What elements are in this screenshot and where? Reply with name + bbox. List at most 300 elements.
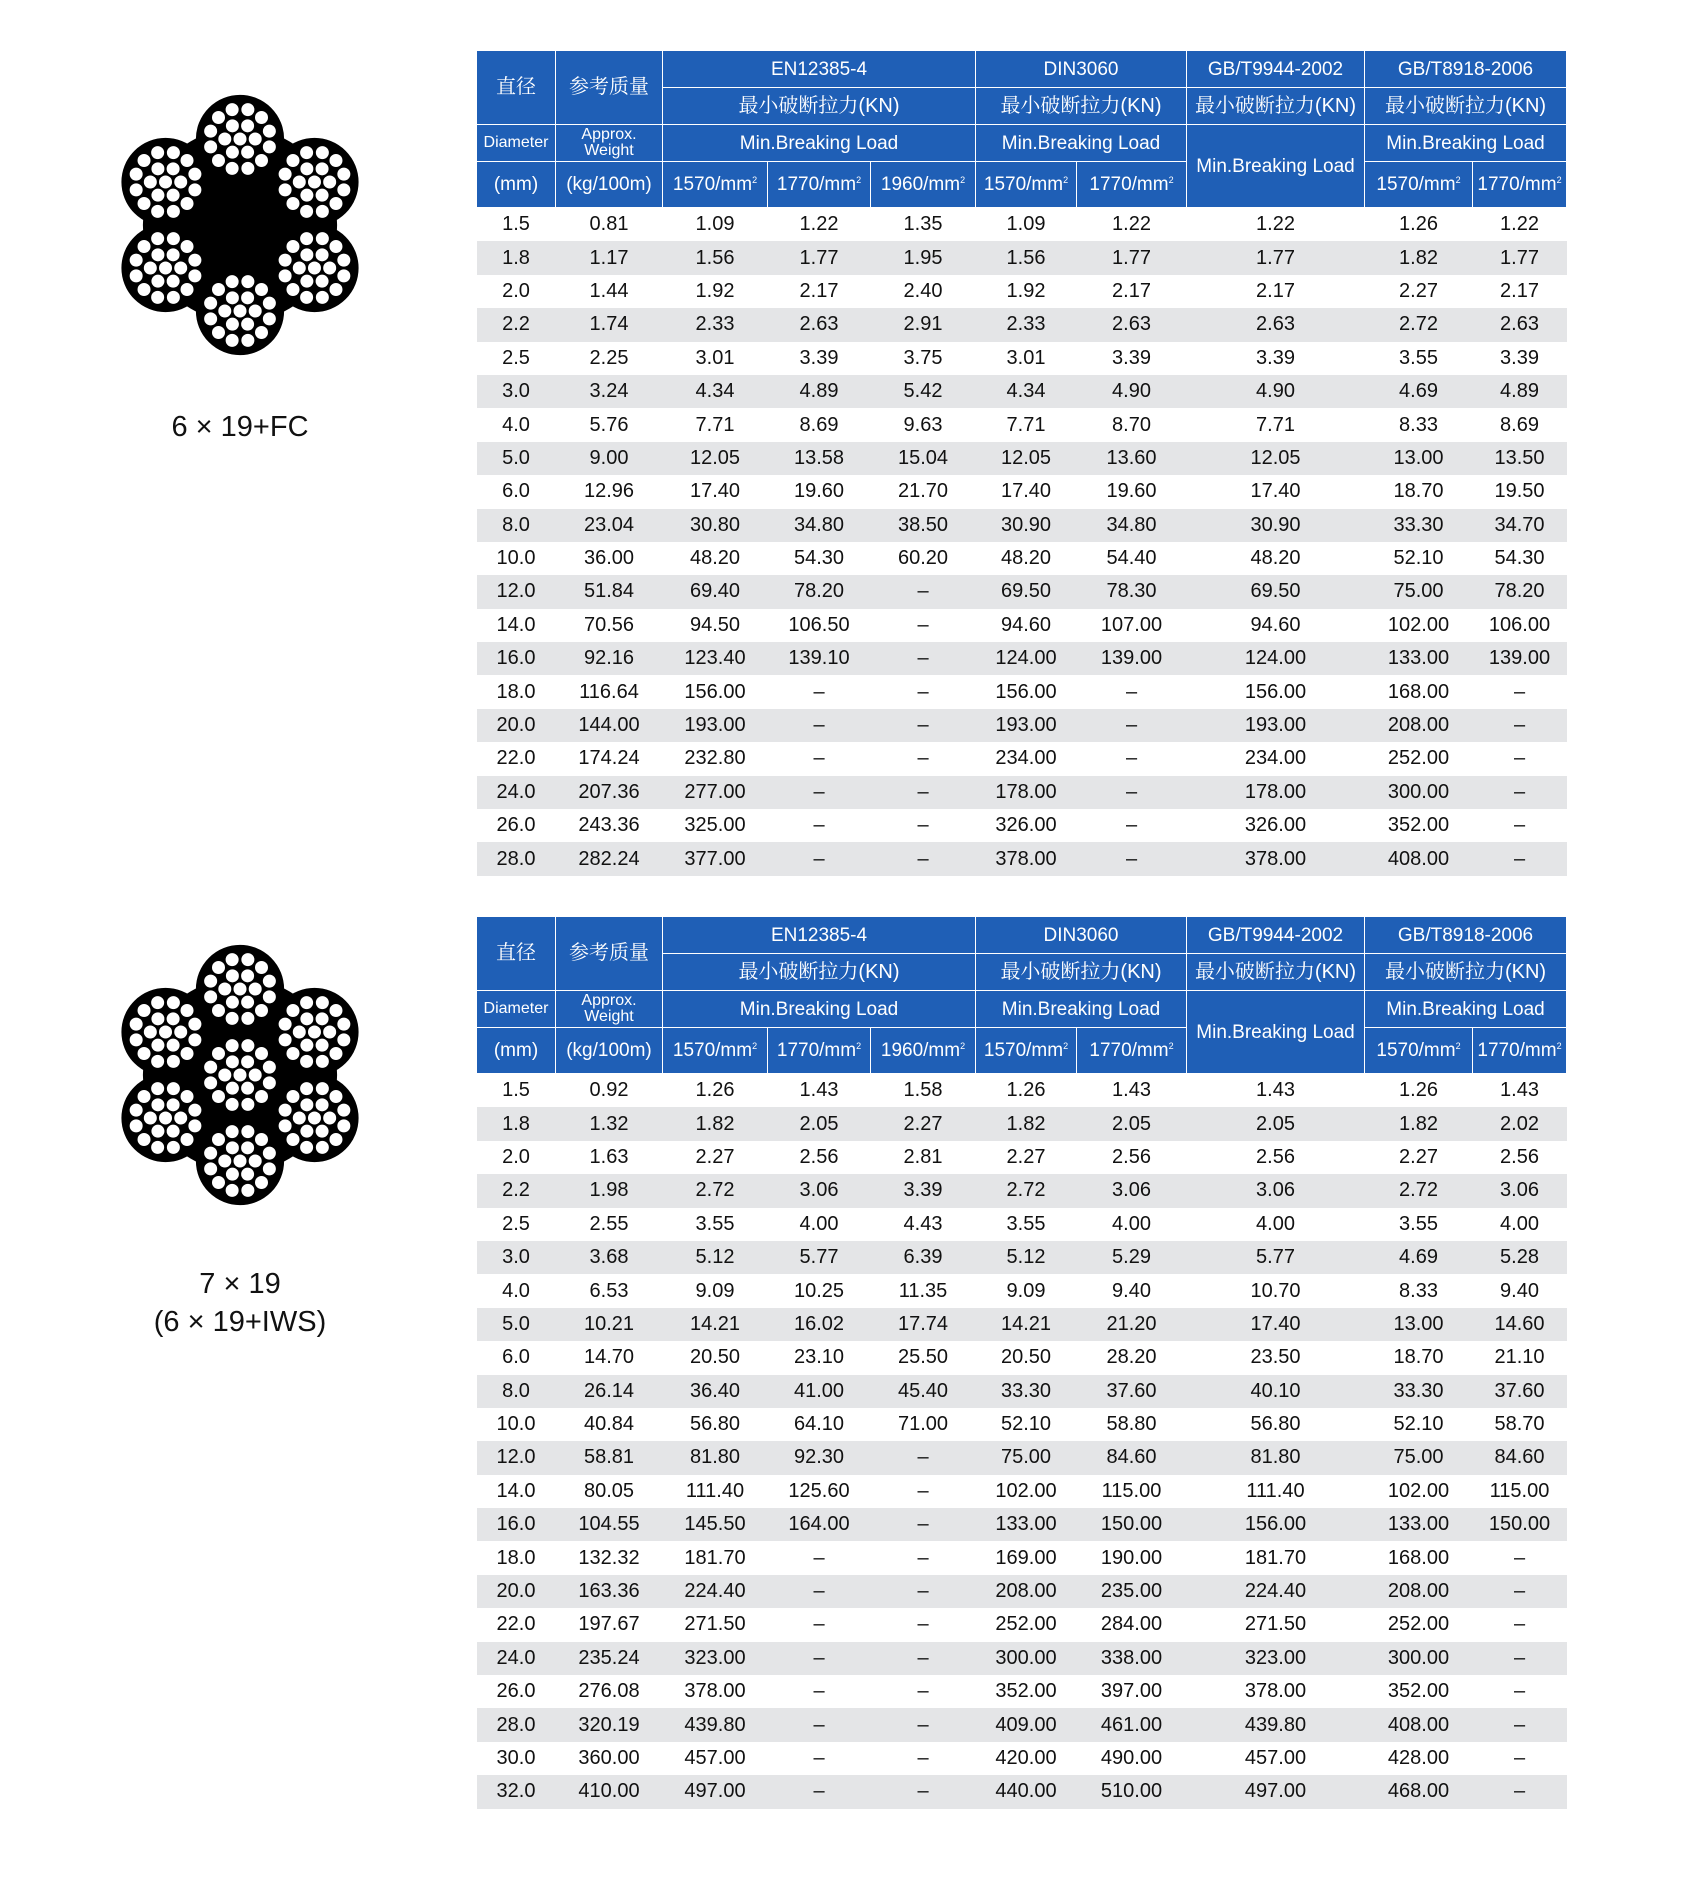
table-cell: 38.50 [871,509,976,542]
table-cell: 115.00 [1473,1475,1567,1508]
table-cell: 14.0 [477,609,556,642]
table-cell: 235.24 [556,1642,663,1675]
table-cell: 1.5 [477,1074,556,1108]
table-cell: 36.00 [556,542,663,575]
table-cell: 26.0 [477,809,556,842]
table-cell: 497.00 [1187,1775,1365,1808]
rope-caption-2-line1: 7 × 19 [199,1268,281,1300]
table-cell: – [768,675,871,708]
header-unit-mm: (mm) [477,1028,556,1074]
table-cell: – [871,1775,976,1808]
table-cell: 2.05 [1187,1107,1365,1140]
table-cell: 14.70 [556,1341,663,1374]
table-cell: 378.00 [663,1675,768,1708]
table-cell: 9.40 [1473,1274,1567,1307]
table-cell: 5.42 [871,375,976,408]
table-cell: 20.50 [663,1341,768,1374]
table-cell: 104.55 [556,1508,663,1541]
table-cell: 3.75 [871,342,976,375]
table-cell: 1.98 [556,1174,663,1207]
table-cell: 510.00 [1077,1775,1187,1808]
table-cell: 2.33 [663,308,768,341]
table-cell: 1.77 [1473,241,1567,274]
table-row [477,1575,1567,1608]
table-cell: 2.63 [768,308,871,341]
table-cell: 3.0 [477,375,556,408]
table-row [477,1642,1567,1675]
header-min-breaking-en: Min.Breaking Load [1187,125,1365,208]
table-cell: 397.00 [1077,1675,1187,1708]
table-cell: – [871,709,976,742]
table-cell: 102.00 [976,1475,1077,1508]
table-cell: 1.43 [1077,1074,1187,1108]
table-cell: 23.04 [556,509,663,542]
table-cell: 20.50 [976,1341,1077,1374]
table-cell: – [1077,742,1187,775]
table-row [477,542,1567,575]
table-cell: 14.0 [477,1475,556,1508]
table-cell: – [768,1775,871,1808]
table-cell: 3.55 [663,1208,768,1241]
table-cell: – [871,1441,976,1474]
table-cell: 252.00 [1365,742,1473,775]
table-cell: 70.56 [556,609,663,642]
header-std-din3060: DIN3060 [976,51,1187,88]
table-cell: 1.32 [556,1107,663,1140]
table-cell: 1.09 [663,208,768,242]
table-cell: 18.70 [1365,475,1473,508]
table-cell: 52.10 [976,1408,1077,1441]
table-cell: 428.00 [1365,1742,1473,1775]
header-min-breaking-en: Min.Breaking Load [1365,125,1567,162]
table-cell: 24.0 [477,776,556,809]
table-cell: 4.0 [477,1274,556,1307]
table-cell: 28.0 [477,1708,556,1741]
table-cell: 81.80 [1187,1441,1365,1474]
table-cell: 58.80 [1077,1408,1187,1441]
table-cell: 10.70 [1187,1274,1365,1307]
table-cell: 252.00 [1365,1608,1473,1641]
table-cell: 2.27 [976,1141,1077,1174]
table-cell: 1.22 [1077,208,1187,242]
table-cell: – [1473,842,1567,875]
table-cell: 132.32 [556,1541,663,1574]
rope-figure-2 [105,935,375,1341]
table-cell: 2.27 [1365,275,1473,308]
table-cell: 7.71 [1187,408,1365,441]
table-cell: 457.00 [663,1742,768,1775]
table-cell: – [1473,1642,1567,1675]
table-cell: 5.0 [477,1308,556,1341]
table-row [477,776,1567,809]
table-cell: 106.00 [1473,609,1567,642]
table-cell: – [1473,1575,1567,1608]
table-cell: 1.82 [1365,241,1473,274]
table-cell: 377.00 [663,842,768,875]
table-cell: 2.40 [871,275,976,308]
table-cell: 33.30 [1365,509,1473,542]
table-cell: 144.00 [556,709,663,742]
header-min-breaking-en: Min.Breaking Load [1365,991,1567,1028]
table-cell: 54.30 [768,542,871,575]
table-cell: 6.53 [556,1274,663,1307]
table-row [477,1375,1567,1408]
table-cell: 1.82 [663,1107,768,1140]
table-cell: 338.00 [1077,1642,1187,1675]
table-cell: 37.60 [1473,1375,1567,1408]
header-std-gb9944: GB/T9944-2002 [1187,917,1365,954]
table-cell: 56.80 [663,1408,768,1441]
spec-table-1 [476,50,1567,876]
table-cell: 19.60 [768,475,871,508]
table-cell: 378.00 [976,842,1077,875]
table-cell: 1.63 [556,1141,663,1174]
rope-figure-1 [105,90,375,446]
table-cell: 235.00 [1077,1575,1187,1608]
table-cell: 5.77 [768,1241,871,1274]
table-cell: 193.00 [663,709,768,742]
table-row [477,1475,1567,1508]
table-cell: 19.60 [1077,475,1187,508]
table-cell: – [768,1742,871,1775]
table-cell: 2.5 [477,342,556,375]
table-cell: 69.40 [663,575,768,608]
table-cell: – [1473,742,1567,775]
table-cell: – [871,742,976,775]
table-cell: 25.50 [871,1341,976,1374]
table-cell: – [871,1508,976,1541]
table-cell: 11.35 [871,1274,976,1307]
header-min-breaking-en: Min.Breaking Load [663,125,976,162]
table-cell: 58.70 [1473,1408,1567,1441]
table-cell: 94.50 [663,609,768,642]
header-std-din3060: DIN3060 [976,917,1187,954]
table-cell: 2.63 [1473,308,1567,341]
table-cell: 325.00 [663,809,768,842]
table-cell: 3.55 [976,1208,1077,1241]
header-std-gb9944: GB/T9944-2002 [1187,51,1365,88]
table-cell: 2.0 [477,1141,556,1174]
table-cell: 2.0 [477,275,556,308]
table-cell: 124.00 [1187,642,1365,675]
table-cell: 2.05 [1077,1107,1187,1140]
table-cell: 145.50 [663,1508,768,1541]
table-cell: 6.0 [477,1341,556,1374]
table-cell: 8.0 [477,1375,556,1408]
table-row [477,475,1567,508]
table-cell: 284.00 [1077,1608,1187,1641]
table-cell: 19.50 [1473,475,1567,508]
table-cell: 156.00 [976,675,1077,708]
table-cell: 106.50 [768,609,871,642]
header-grade-1770: $1770/mm^2$ [768,162,871,208]
table-cell: 169.00 [976,1541,1077,1574]
table-cell: – [1473,809,1567,842]
table-cell: 234.00 [1187,742,1365,775]
table-cell: 78.20 [768,575,871,608]
header-min-breaking-cn: 最小破断拉力(KN) [663,954,976,991]
table-cell: 52.10 [1365,542,1473,575]
table-cell: 18.70 [1365,1341,1473,1374]
table-cell: 102.00 [1365,609,1473,642]
table-cell: 1.22 [768,208,871,242]
table-cell: 378.00 [1187,842,1365,875]
table-cell: 232.80 [663,742,768,775]
table-cell: 1.43 [768,1074,871,1108]
table-row [477,408,1567,441]
table-cell: 1.09 [976,208,1077,242]
table-cell: 3.01 [976,342,1077,375]
header-grade-1960: $1960/mm^2$ [871,1028,976,1074]
table-cell: 156.00 [1187,1508,1365,1541]
table-cell: – [871,1675,976,1708]
table-cell: 33.30 [1365,1375,1473,1408]
table-cell: 1.35 [871,208,976,242]
table-cell: 14.21 [976,1308,1077,1341]
table-cell: 22.0 [477,742,556,775]
table-cell: 4.34 [976,375,1077,408]
table-cell: 1.74 [556,308,663,341]
table-cell: 133.00 [1365,1508,1473,1541]
table-cell: 21.20 [1077,1308,1187,1341]
table-cell: 26.14 [556,1375,663,1408]
table-cell: 81.80 [663,1441,768,1474]
table-cell: 1.56 [976,241,1077,274]
table-cell: 208.00 [1365,709,1473,742]
table-cell: 1.26 [663,1074,768,1108]
table-cell: 3.39 [768,342,871,375]
table-cell: 123.40 [663,642,768,675]
table-cell: – [768,776,871,809]
table-cell: 2.63 [1077,308,1187,341]
table-cell: 300.00 [1365,1642,1473,1675]
table-cell: 75.00 [1365,1441,1473,1474]
table-cell: 9.40 [1077,1274,1187,1307]
table-cell: 300.00 [1365,776,1473,809]
table-cell: 14.60 [1473,1308,1567,1341]
table-row [477,1141,1567,1174]
rope-caption-2-line2: (6 × 19+IWS) [153,1306,327,1338]
table-cell: 490.00 [1077,1742,1187,1775]
header-grade-1770: $1770/mm^2$ [1473,162,1567,208]
table-cell: 78.30 [1077,575,1187,608]
table-cell: 164.00 [768,1508,871,1541]
header-grade-1570: $1570/mm^2$ [1365,1028,1473,1074]
table-cell: 84.60 [1473,1441,1567,1474]
table-cell: 1.82 [1365,1107,1473,1140]
rope-caption-1: 6 × 19+FC [171,411,309,443]
table-cell: 13.00 [1365,1308,1473,1341]
table-cell: 1.22 [1187,208,1365,242]
table-cell: 2.17 [1187,275,1365,308]
table-cell: 7.71 [663,408,768,441]
table-row [477,509,1567,542]
table-cell: 3.68 [556,1241,663,1274]
table-cell: 2.17 [1077,275,1187,308]
table-row [477,1308,1567,1341]
table-cell: 94.60 [976,609,1077,642]
spec-table-2 [476,916,1567,1809]
table-cell: 133.00 [976,1508,1077,1541]
table-cell: – [871,1742,976,1775]
table-row [477,1208,1567,1241]
table-cell: – [768,1575,871,1608]
table-cell: – [871,776,976,809]
table-cell: 1.43 [1187,1074,1365,1108]
table-cell: – [871,1575,976,1608]
table-cell: 78.20 [1473,575,1567,608]
table-cell: 1.17 [556,241,663,274]
table-cell: – [871,1475,976,1508]
table-cell: 3.0 [477,1241,556,1274]
table-cell: 139.00 [1473,642,1567,675]
table-row [477,1775,1567,1808]
table-cell: 3.24 [556,375,663,408]
table-cell: 4.43 [871,1208,976,1241]
table-cell: 2.27 [1365,1141,1473,1174]
table-cell: 9.09 [976,1274,1077,1307]
table-cell: 30.0 [477,1742,556,1775]
table-cell: 15.04 [871,442,976,475]
table-cell: 92.16 [556,642,663,675]
table-row [477,208,1567,242]
table-cell: 1.92 [663,275,768,308]
table-row [477,1174,1567,1207]
header-grade-1570: $1570/mm^2$ [976,1028,1077,1074]
table-cell: 20.0 [477,1575,556,1608]
table-row [477,1708,1567,1741]
table-cell: – [1077,709,1187,742]
table-cell: 3.06 [1077,1174,1187,1207]
table-cell: 271.50 [1187,1608,1365,1641]
table-cell: 378.00 [1187,1675,1365,1708]
table-cell: 323.00 [663,1642,768,1675]
table-cell: 224.40 [663,1575,768,1608]
table-cell: 22.0 [477,1608,556,1641]
header-std-en12385: EN12385-4 [663,917,976,954]
header-unit-mm: (mm) [477,162,556,208]
table-cell: 10.25 [768,1274,871,1307]
header-weight-en: Approx. Weight [556,991,663,1028]
table-cell: 439.80 [663,1708,768,1741]
table-cell: 1.92 [976,275,1077,308]
header-min-breaking-cn: 最小破断拉力(KN) [1365,88,1567,125]
table-cell: – [871,842,976,875]
table-cell: 48.20 [1187,542,1365,575]
table-cell: 234.00 [976,742,1077,775]
table-cell: 92.30 [768,1441,871,1474]
table-cell: – [1077,675,1187,708]
table-cell: 197.67 [556,1608,663,1641]
table-cell: 1.26 [1365,208,1473,242]
table-cell: 410.00 [556,1775,663,1808]
table-cell: 10.0 [477,542,556,575]
table-row [477,642,1567,675]
header-std-gb8918: GB/T8918-2006 [1365,51,1567,88]
table-cell: 12.05 [1187,442,1365,475]
table-cell: 30.80 [663,509,768,542]
table-cell: 40.10 [1187,1375,1365,1408]
table-cell: 54.30 [1473,542,1567,575]
table-cell: 193.00 [976,709,1077,742]
table-cell: – [871,1608,976,1641]
table-cell: – [1473,1742,1567,1775]
table-cell: – [871,609,976,642]
table-cell: 12.0 [477,575,556,608]
table-cell: 2.55 [556,1208,663,1241]
table-cell: 2.17 [1473,275,1567,308]
table-cell: – [1473,1775,1567,1808]
table-cell: – [1473,675,1567,708]
table-cell: 34.80 [768,509,871,542]
table-row [477,1341,1567,1374]
table-cell: 10.0 [477,1408,556,1441]
table-cell: 4.69 [1365,375,1473,408]
table-cell: 440.00 [976,1775,1077,1808]
table-cell: 2.56 [1473,1141,1567,1174]
table-cell: 178.00 [1187,776,1365,809]
table-cell: 2.05 [768,1107,871,1140]
table-cell: 8.69 [768,408,871,441]
table-cell: 1.77 [768,241,871,274]
table-cell: 323.00 [1187,1642,1365,1675]
table-cell: 139.00 [1077,642,1187,675]
table-cell: 300.00 [976,1642,1077,1675]
table-cell: 30.90 [1187,509,1365,542]
table-cell: – [768,742,871,775]
header-min-breaking-en: Min.Breaking Load [976,125,1187,162]
table-cell: 52.10 [1365,1408,1473,1441]
table-cell: 468.00 [1365,1775,1473,1808]
header-grade-1570: $1570/mm^2$ [976,162,1077,208]
table-cell: – [768,1642,871,1675]
table-cell: 3.06 [1187,1174,1365,1207]
table-cell: 21.10 [1473,1341,1567,1374]
table-cell: 1.8 [477,1107,556,1140]
table-cell: 5.28 [1473,1241,1567,1274]
table-cell: 277.00 [663,776,768,809]
table-cell: 150.00 [1473,1508,1567,1541]
header-min-breaking-cn: 最小破断拉力(KN) [663,88,976,125]
table-cell: 75.00 [1365,575,1473,608]
table-cell: 326.00 [1187,809,1365,842]
table-cell: 320.19 [556,1708,663,1741]
table-row [477,342,1567,375]
table-row [477,1074,1567,1108]
table-row [477,1441,1567,1474]
table-cell: – [1473,1708,1567,1741]
table-cell: 2.02 [1473,1107,1567,1140]
table-cell: 69.50 [1187,575,1365,608]
header-diameter-en: Diameter [477,991,556,1028]
table-cell: 208.00 [976,1575,1077,1608]
table-cell: 10.21 [556,1308,663,1341]
table-cell: 102.00 [1365,1475,1473,1508]
table-cell: 1.58 [871,1074,976,1108]
header-min-breaking-en: Min.Breaking Load [1187,991,1365,1074]
table-cell: 75.00 [976,1441,1077,1474]
table-cell: 4.0 [477,408,556,441]
table-row [477,1408,1567,1441]
table-cell: 1.22 [1473,208,1567,242]
table-cell: 16.0 [477,1508,556,1541]
table-cell: – [1077,842,1187,875]
table-cell: 2.72 [976,1174,1077,1207]
table-cell: 5.76 [556,408,663,441]
table-cell: 9.00 [556,442,663,475]
table-cell: 37.60 [1077,1375,1187,1408]
table-row [477,1107,1567,1140]
